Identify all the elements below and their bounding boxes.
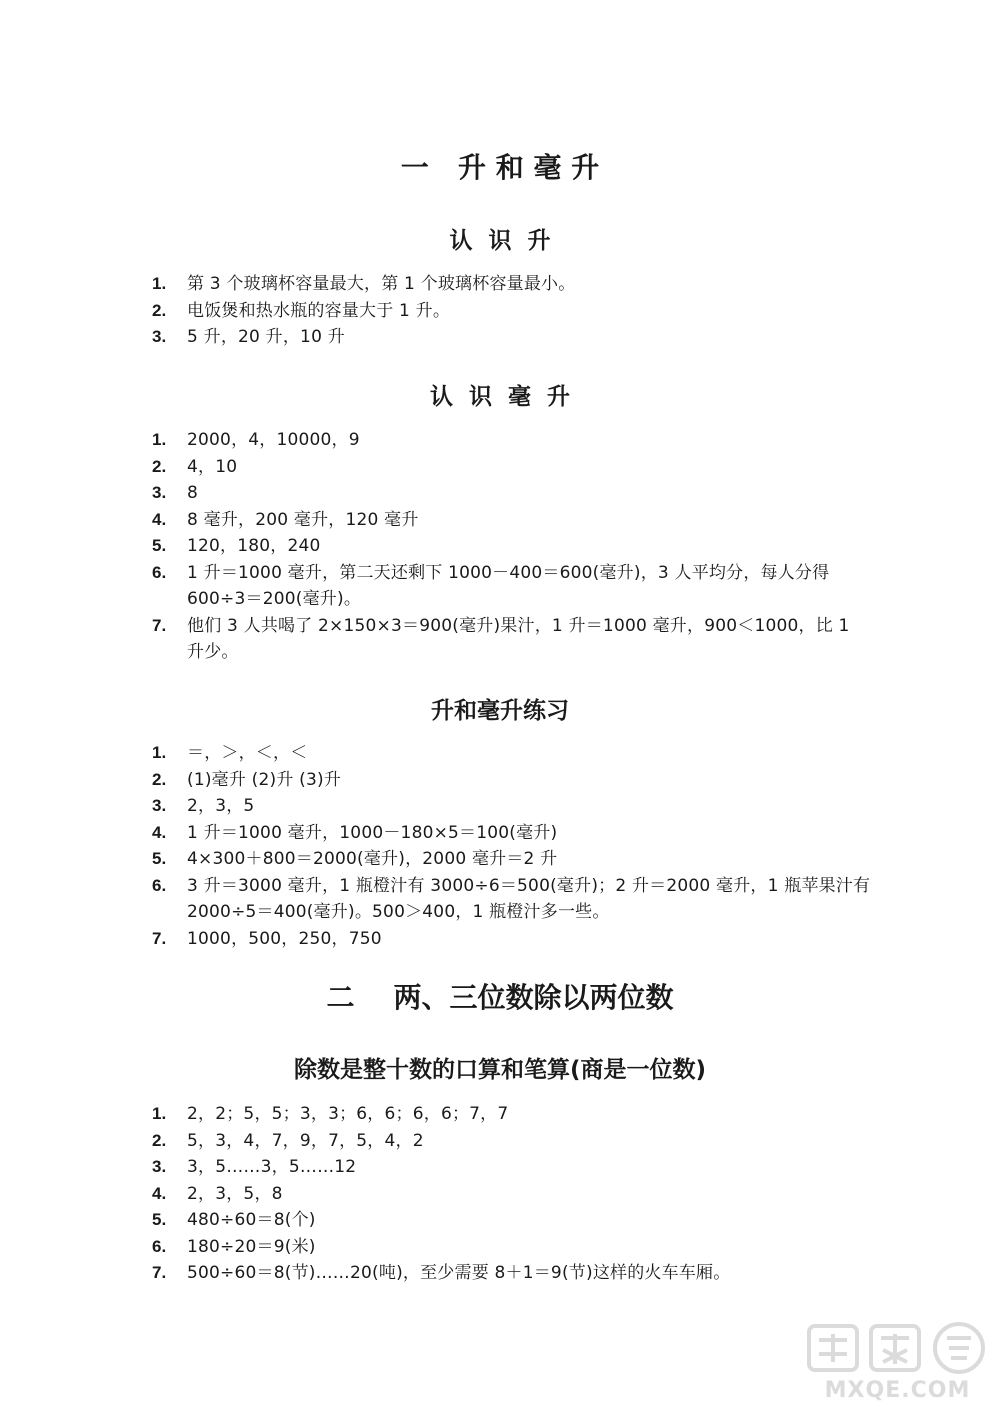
chapter-title-2: 二 两、三位数除以两位数 xyxy=(326,981,674,1014)
item-number: 3. xyxy=(152,1157,167,1176)
section-title-1: 认 识 升 xyxy=(449,228,551,254)
item-text: 120，180，240 xyxy=(187,536,321,556)
item-number: 7. xyxy=(152,615,167,635)
item-number: 3. xyxy=(152,796,167,815)
watermark xyxy=(805,1320,990,1410)
item-text: 2，2；5，5；3，3；6，6；6，6；7，7 xyxy=(187,1104,509,1124)
answer-item xyxy=(152,1234,872,1261)
item-number: 4. xyxy=(152,1183,167,1203)
item-number: 1. xyxy=(152,743,167,762)
item-number: 5. xyxy=(152,849,167,868)
item-text: 180÷20＝9(米) xyxy=(187,1236,316,1257)
answer-list-4 xyxy=(152,1101,872,1287)
answer-item xyxy=(152,1260,872,1287)
section-title-2: 认 识 毫 升 xyxy=(429,384,571,410)
item-text: 他们 3 人共喝了 2×150×3＝900(毫升)果汁，1 升＝1000 毫升，900＜1000，比 1 升少。 xyxy=(187,615,850,662)
answer-item xyxy=(152,1207,872,1234)
section-title-3: 升和毫升练习 xyxy=(431,698,569,724)
chapter-title-1: 一 升 和 毫 升 xyxy=(400,151,600,184)
item-number: 2. xyxy=(152,300,167,320)
item-text: 1 升＝1000 毫升，1000－180×5＝100(毫升) xyxy=(187,822,558,843)
watermark-logo-icon xyxy=(805,1320,990,1376)
item-number: 2. xyxy=(152,456,167,476)
answer-item xyxy=(152,1101,872,1128)
answer-item xyxy=(152,873,872,926)
item-text: (1)毫升 (2)升 (3)升 xyxy=(187,769,342,790)
answer-item xyxy=(152,767,872,794)
item-number: 2. xyxy=(152,1130,167,1150)
item-text: 500÷60＝8(节)……20(吨)，至少需要 8＋1＝9(节)这样的火车车厢。 xyxy=(187,1263,731,1283)
answer-list-3 xyxy=(152,740,872,952)
answer-list-2 xyxy=(152,427,872,666)
item-text: 电饭煲和热水瓶的容量大于 1 升。 xyxy=(187,300,451,321)
answer-item xyxy=(152,1181,872,1208)
item-text: 4，10 xyxy=(187,456,238,477)
item-number: 4. xyxy=(152,509,167,529)
item-text: 5 升，20 升，10 升 xyxy=(187,327,345,347)
item-number: 7. xyxy=(152,928,167,948)
item-text: 8 xyxy=(187,483,199,503)
answer-item xyxy=(152,480,872,507)
item-text: 8 毫升，200 毫升，120 毫升 xyxy=(187,509,419,530)
item-number: 1. xyxy=(152,274,167,293)
item-number: 3. xyxy=(152,327,167,346)
item-text: 2，3，5，8 xyxy=(187,1183,283,1204)
item-number: 4. xyxy=(152,822,167,842)
item-text: 2000，4，10000，9 xyxy=(187,430,360,450)
item-number: 1. xyxy=(152,1104,167,1123)
item-text: 第 3 个玻璃杯容量最大，第 1 个玻璃杯容量最小。 xyxy=(187,274,576,294)
item-number: 5. xyxy=(152,1210,167,1229)
item-number: 1. xyxy=(152,430,167,449)
answer-item xyxy=(152,820,872,847)
item-number: 3. xyxy=(152,483,167,502)
answer-item xyxy=(152,846,872,873)
item-number: 7. xyxy=(152,1263,167,1282)
watermark-url: MXQE.COM xyxy=(824,1378,971,1403)
item-number: 2. xyxy=(152,769,167,789)
item-text: 5，3，4，7，9，7，5，4，2 xyxy=(187,1130,424,1151)
section-title-4: 除数是整十数的口算和笔算(商是一位数) xyxy=(293,1057,707,1083)
item-text: ＝，＞，＜，＜ xyxy=(187,743,308,763)
item-text: 1000，500，250，750 xyxy=(187,928,382,949)
answer-item xyxy=(152,740,872,767)
answer-item xyxy=(152,793,872,820)
answer-item xyxy=(152,560,872,613)
answer-item xyxy=(152,1154,872,1181)
item-number: 5. xyxy=(152,536,167,555)
item-text: 3 升＝3000 毫升，1 瓶橙汁有 3000÷6＝500(毫升)；2 升＝2000 毫升，1 瓶苹果汁有 2000÷5＝400(毫升)。500＞400，1 瓶橙汁多一些。 xyxy=(187,875,871,922)
item-text: 480÷60＝8(个) xyxy=(187,1210,316,1230)
item-number: 6. xyxy=(152,1236,167,1256)
item-text: 2，3，5 xyxy=(187,796,255,816)
item-text: 1 升＝1000 毫升，第二天还剩下 1000－400＝600(毫升)，3 人平均分，每人分得 600÷3＝200(毫升)。 xyxy=(187,562,830,609)
answer-item xyxy=(152,613,872,666)
item-number: 6. xyxy=(152,875,167,895)
answer-item xyxy=(152,324,872,351)
answer-item xyxy=(152,1128,872,1155)
answer-item xyxy=(152,926,872,953)
answer-item xyxy=(152,507,872,534)
answer-item xyxy=(152,298,872,325)
answer-item xyxy=(152,454,872,481)
item-text: 4×300＋800＝2000(毫升)，2000 毫升＝2 升 xyxy=(187,849,558,869)
answer-item xyxy=(152,271,872,298)
answer-item xyxy=(152,533,872,560)
item-number: 6. xyxy=(152,562,167,582)
item-text: 3，5……3，5……12 xyxy=(187,1157,357,1177)
answer-list-1 xyxy=(152,271,872,351)
answer-item xyxy=(152,427,872,454)
